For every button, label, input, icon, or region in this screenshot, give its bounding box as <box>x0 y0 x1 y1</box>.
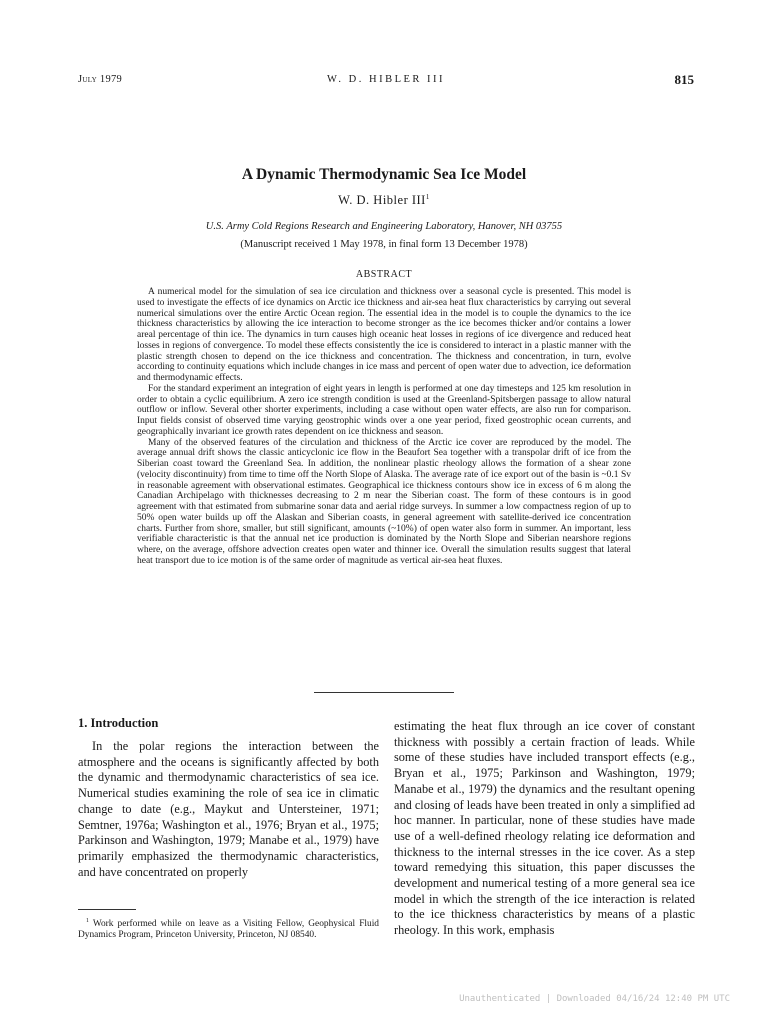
abstract-paragraph: For the standard experiment an integration of eight years in length is performed at one day timesteps and 125 km resolution in order to obtain a cyclic equilibrium. A zero ice strength condition is used at the Greenland-Spitsbergen passage to allow natural outflow or inflow. Several other shorter experiments, including a case without open water effects, are also run for comparison. Input fields consist of observed time varying geostrophic winds over a one year period, fixed geostrophic ocean currents, and geographically invariant ice growth rates dependent on ice thickness and season. <box>137 383 631 437</box>
introduction-paragraph: In the polar regions the interaction between the atmosphere and the oceans is significantly affected by both the dynamic and thermodynamic characteristics of sea ice. Numerical studies examining the role of sea ice in climatic change to date (e.g., Maykut and Untersteiner, 1971; Semtner, 1976a; Washington et al., 1976; Bryan et al., 1975; Parkinson and Washington, 1979; Manabe et al., 1979) have primarily emphasized the thermodynamic characteristics, and have concentrated on properly <box>78 739 379 879</box>
author-name: W. D. Hibler III <box>338 193 426 208</box>
footnote-text: Work performed while on leave as a Visiting Fellow, Geophysical Fluid Dynamics Program, Princeton University, Princeton, NJ 08540. <box>78 919 379 941</box>
abstract-paragraph: Many of the observed features of the circulation and thickness of the Arctic ice cover are reproduced by the model. The average annual drift shows the classic anticyclonic ice flow in the Beaufort Sea together with a transpolar drift of ice from the Siberian coast toward the Greenland Sea. In addition, the nonlinear plastic rheology allows the formation of a shear zone (velocity discontinuity) from time to time off the North Slope of Alaska. The average rate of ice export out of the basin is ~0.1 Sv in reasonable agreement with observational estimates. Geographical ice thickness contours show ice in excess of 6 m along the Canadian Archipelago with thicknesses decreasing to 2 m near the Siberian coast. The form of these contours is in good agreement with that estimated from submarine sonar data and aerial ridge surveys. In summer a low compactness region of up to 50% open water builds up off the Alaskan and Siberian coasts, in general agreement with satellite-derived ice concentration charts. Further from shore, smaller, but still significant, amounts (~10%) of open water also form in summer. An important, less verifiable characteristic is that the annual net ice production is dominated by the North Slope and Siberian nearshore regions where, on the average, offshore advection creates open water and thinner ice. Overall the simulation results suggest that lateral heat transport due to ice motion is of the same order of magnitude as vertical air-sea heat fluxes. <box>137 437 631 566</box>
journal-date: July 1979 <box>78 74 123 85</box>
running-head <box>78 72 694 90</box>
abstract-body <box>137 287 631 567</box>
footnote-mark: 1 <box>86 918 89 924</box>
author-footnote-mark: 1 <box>425 193 430 201</box>
running-head-author: W. D. HIBLER III <box>326 74 446 85</box>
author-affiliation: U.S. Army Cold Regions Research and Engineering Laboratory, Hanover, NH 03755 <box>205 221 563 232</box>
download-watermark: Unauthenticated | Downloaded 04/16/24 12:40 PM UTC <box>459 994 730 1004</box>
abstract-paragraph: A numerical model for the simulation of sea ice circulation and thickness over a seasonal cycle is presented. This model is used to investigate the effects of ice dynamics on Arctic ice thickness and air-sea heat flux characteristics by carrying out several numerical simulations over the entire Arctic Ocean region. The essential idea in the model is to couple the dynamics to the ice thickness characteristics by allowing the ice interaction to become stronger as the ice becomes thicker and/or contains a lower areal percentage of thin ice. The dynamics in turn causes high oceanic heat losses in regions of ice divergence and reduced heat losses in regions of convergence. To model these effects consistently the ice is considered to interact in a plastic manner with the plastic strength chosen to depend on the ice thickness and concentration. The thickness and concentration, in turn, evolve according to continuity equations which include changes in ice mass and percent of open water due to advection, ice deformation and thermodynamic effects. <box>137 287 631 383</box>
footnote-rule <box>78 909 136 910</box>
left-column <box>78 716 379 880</box>
abstract-heading: ABSTRACT <box>355 269 413 280</box>
introduction-continued: estimating the heat flux through an ice cover of constant thickness with possibly a certain fraction of leads. While some of these studies have included transport effects (e.g., Bryan et al., 1975; Parkinson and Washington, 1979; Manabe et al., 1979) the dynamics and the resultant opening and closing of leads have been treated in only a simplified ad hoc manner. In particular, none of these studies have made use of a well-defined rheology relating ice deformation and thickness to the internal stresses in the ice cover. As a step toward remedying this situation, this paper discusses the development and numerical testing of a more general sea ice model in which the strength of the ice interaction is related to the ice thickness characteristics by means of a plastic rheology. In this work, emphasis <box>394 719 695 938</box>
section-divider <box>314 692 454 693</box>
page-number: 815 <box>674 72 694 87</box>
article-title: A Dynamic Thermodynamic Sea Ice Model <box>241 166 527 183</box>
footnote <box>78 916 379 942</box>
section-heading-introduction: 1. Introduction <box>78 716 159 730</box>
article-author <box>0 193 768 208</box>
manuscript-dates: (Manuscript received 1 May 1978, in final form 13 December 1978) <box>240 239 528 250</box>
